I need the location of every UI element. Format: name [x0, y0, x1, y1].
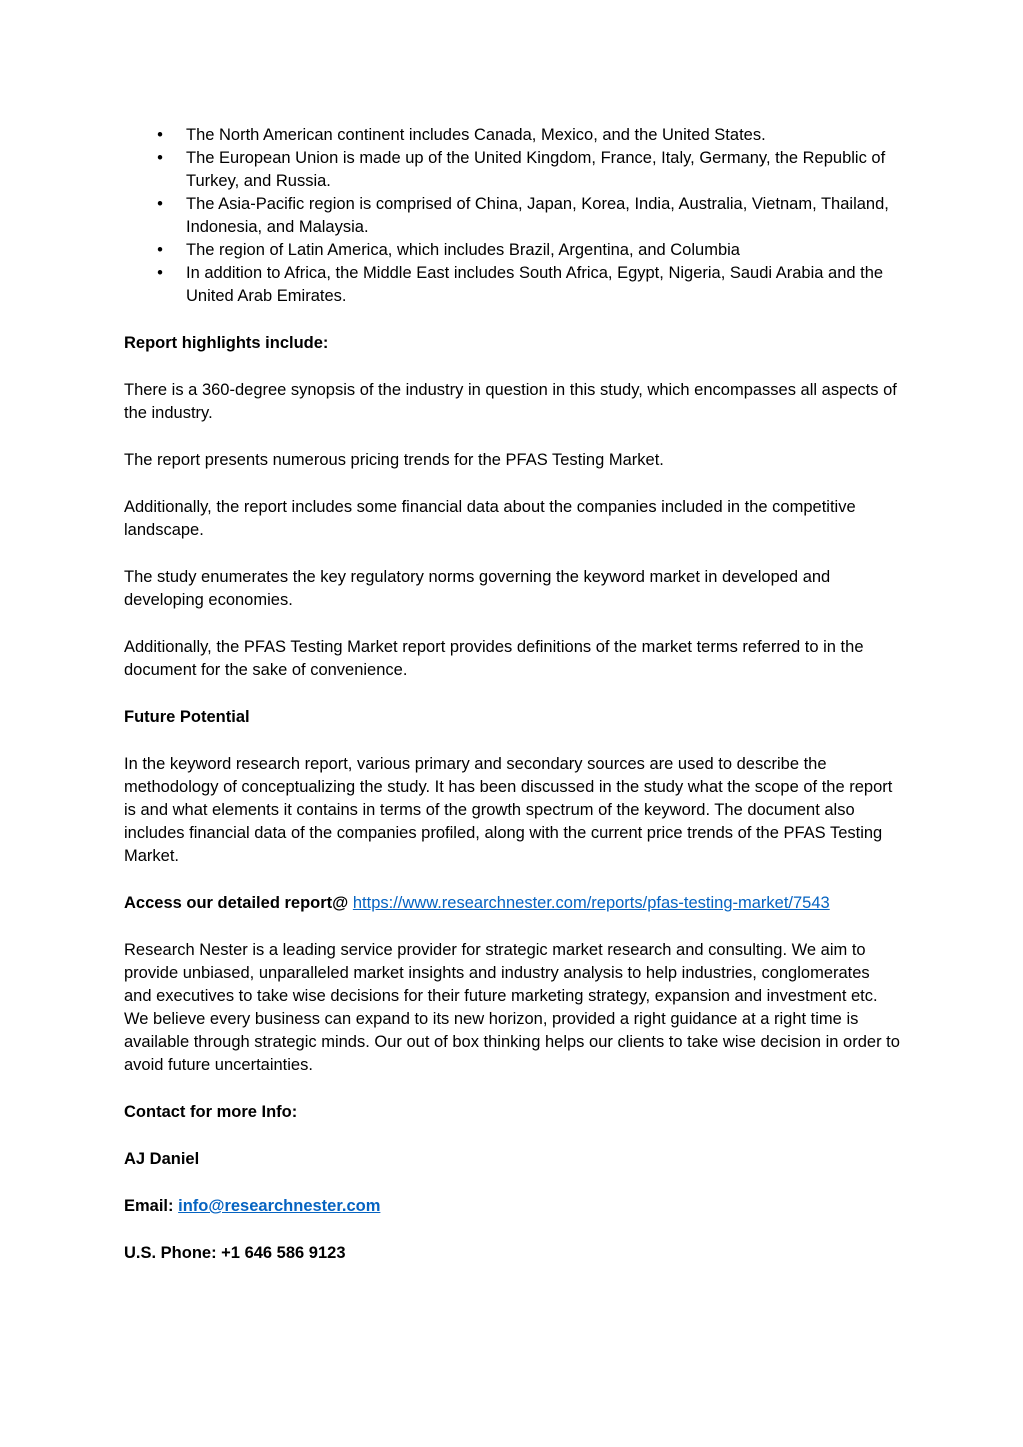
- email-label: Email:: [124, 1197, 174, 1215]
- bullet-icon: •: [157, 264, 163, 282]
- highlight-paragraph: The study enumerates the key regulatory norms governing the keyword market in developed and developing economies.: [124, 568, 831, 609]
- highlight-paragraph: The report presents numerous pricing trends for the PFAS Testing Market.: [124, 451, 664, 469]
- email-link[interactable]: info@researchnester.com: [178, 1197, 381, 1215]
- about-paragraph: Research Nester is a leading service provider for strategic market research and consulting. We aim to provide unbiased, unparalleled market insights and industry analysis to help industries, conglomerates and executives to take wise decisions for their future marketing strategy, expansion and investment etc. We believe every business can expand to its new horizon, provided a right guidance at a right time is available through strategic minds. Our out of box thinking helps our clients to take wise decision in order to avoid future uncertainties.: [124, 941, 900, 1074]
- bullet-icon: •: [157, 195, 163, 213]
- bullet-icon: •: [157, 149, 163, 167]
- bullet-icon: •: [157, 126, 163, 144]
- list-item: • In addition to Africa, the Middle East includes South Africa, Egypt, Nigeria, Saudi Arabia and the United Arab Emirates.: [186, 262, 901, 308]
- highlights-heading: Report highlights include:: [124, 334, 329, 352]
- list-item: • The Asia-Pacific region is comprised of China, Japan, Korea, India, Australia, Vietnam, Thailand, Indonesia, and Malaysia.: [186, 193, 901, 239]
- highlight-paragraph: Additionally, the report includes some financial data about the companies included in the competitive landscape.: [124, 498, 856, 539]
- contact-heading: Contact for more Info:: [124, 1103, 298, 1121]
- highlight-paragraph: Additionally, the PFAS Testing Market report provides definitions of the market terms referred to in the document for the sake of convenience.: [124, 638, 864, 679]
- future-heading: Future Potential: [124, 708, 250, 726]
- list-item: • The region of Latin America, which includes Brazil, Argentina, and Columbia: [186, 239, 901, 262]
- access-label: Access our detailed report@: [124, 894, 349, 912]
- list-item: • The North American continent includes Canada, Mexico, and the United States.: [186, 124, 901, 147]
- access-line: [124, 892, 901, 915]
- phone-line: U.S. Phone: +1 646 586 9123: [124, 1244, 346, 1262]
- highlight-paragraph: There is a 360-degree synopsis of the industry in question in this study, which encompasses all aspects of the industry.: [124, 381, 897, 422]
- email-line: [124, 1195, 901, 1218]
- region-list: [124, 124, 901, 308]
- contact-name: AJ Daniel: [124, 1150, 200, 1168]
- bullet-icon: •: [157, 241, 163, 259]
- report-link[interactable]: https://www.researchnester.com/reports/pfas-testing-market/7543: [352, 894, 830, 912]
- future-paragraph: In the keyword research report, various primary and secondary sources are used to describe the methodology of conceptualizing the study. It has been discussed in the study what the scope of the report is and what elements it contains in terms of the growth spectrum of the keyword. The document also includes financial data of the companies profiled, along with the current price trends of the PFAS Testing Market.: [124, 755, 893, 865]
- list-item: • The European Union is made up of the United Kingdom, France, Italy, Germany, the Republic of Turkey, and Russia.: [186, 147, 901, 193]
